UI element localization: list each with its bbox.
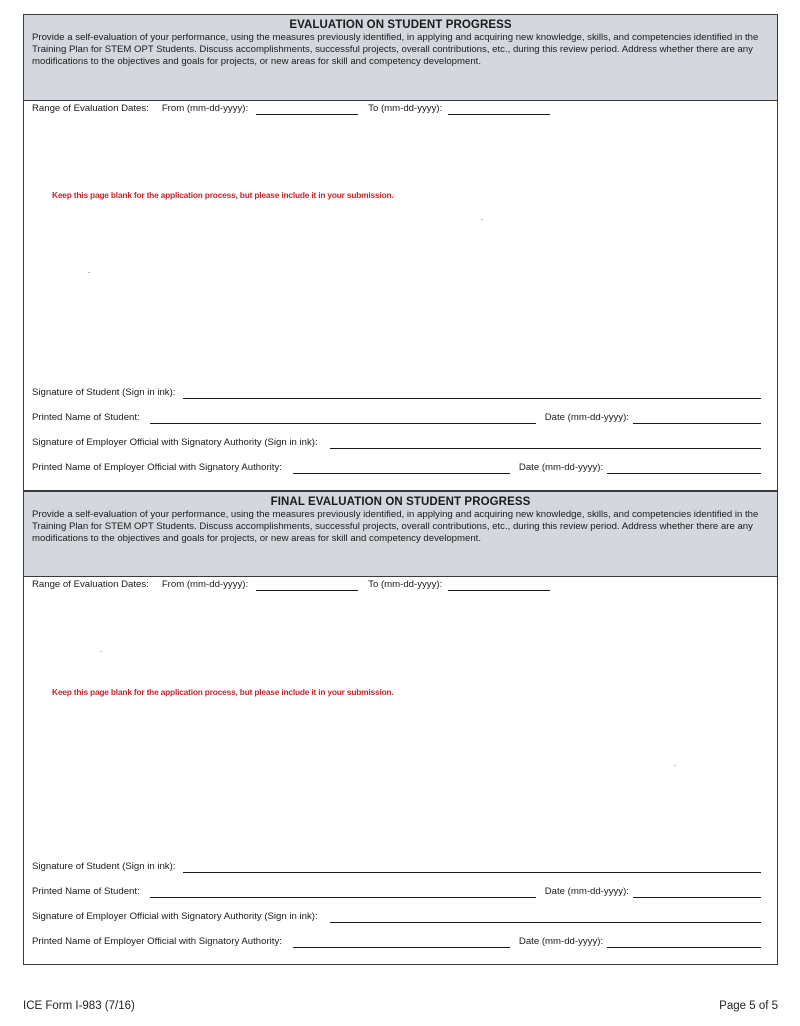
from-date-field[interactable] bbox=[256, 102, 358, 115]
date-label: Date (mm-dd-yyyy): bbox=[518, 462, 604, 473]
student-signature-row bbox=[32, 385, 761, 399]
from-date-field[interactable] bbox=[256, 578, 358, 591]
scan-speck bbox=[481, 219, 483, 220]
student-signature-row bbox=[32, 859, 761, 873]
form-id: ICE Form I-983 (7/16) bbox=[23, 1000, 135, 1012]
student-signature-label: Signature of Student (Sign in ink): bbox=[32, 861, 176, 872]
section-header bbox=[24, 15, 777, 101]
page-number: Page 5 of 5 bbox=[719, 1000, 778, 1012]
employer-name-field[interactable] bbox=[293, 461, 510, 474]
to-date-field[interactable] bbox=[448, 578, 550, 591]
section-title: EVALUATION ON STUDENT PROGRESS bbox=[289, 19, 512, 31]
employer-signature-field[interactable] bbox=[330, 910, 761, 923]
blank-page-note: Keep this page blank for the application process, but please include it in your submission. bbox=[52, 687, 394, 697]
range-dates-label: Range of Evaluation Dates: bbox=[32, 579, 149, 590]
from-date-label: From (mm-dd-yyyy): bbox=[161, 103, 249, 114]
student-date-field[interactable] bbox=[633, 885, 761, 898]
employer-signature-label: Signature of Employer Official with Signatory Authority (Sign in ink): bbox=[32, 911, 318, 922]
scan-speck bbox=[88, 272, 90, 273]
employer-name-label: Printed Name of Employer Official with Signatory Authority: bbox=[32, 936, 282, 947]
employer-date-field[interactable] bbox=[607, 461, 761, 474]
student-signature-label: Signature of Student (Sign in ink): bbox=[32, 387, 176, 398]
evaluation-dates-row bbox=[32, 577, 761, 591]
student-name-row bbox=[32, 884, 761, 898]
to-date-label: To (mm-dd-yyyy): bbox=[368, 579, 443, 590]
section-instructions: Provide a self-evaluation of your performance, using the measures previously identified, in applying and acquiring new knowledge, skills, and competencies identified in the Training Plan for STEM OPT Students. Discuss accomplishments, successful projects, overall contributions, etc., during this review period. Address whether there are any modifications to the objectives and goals for projects, or new areas for skill and competency development. bbox=[32, 509, 759, 545]
evaluation-dates-row bbox=[32, 101, 761, 115]
employer-name-field[interactable] bbox=[293, 935, 510, 948]
section-header bbox=[24, 491, 777, 577]
employer-date-field[interactable] bbox=[607, 935, 761, 948]
date-label: Date (mm-dd-yyyy): bbox=[544, 886, 629, 897]
student-name-field[interactable] bbox=[150, 885, 536, 898]
employer-signature-field[interactable] bbox=[330, 436, 761, 449]
employer-signature-row bbox=[32, 435, 761, 449]
employer-name-row bbox=[32, 460, 761, 474]
scan-speck bbox=[674, 765, 676, 766]
student-date-field[interactable] bbox=[633, 411, 761, 424]
scan-speck bbox=[100, 651, 102, 652]
student-name-label: Printed Name of Student: bbox=[32, 412, 140, 423]
student-signature-field[interactable] bbox=[183, 386, 761, 399]
employer-name-row bbox=[32, 934, 761, 948]
employer-signature-row bbox=[32, 909, 761, 923]
student-name-row bbox=[32, 410, 761, 424]
from-date-label: From (mm-dd-yyyy): bbox=[161, 579, 249, 590]
to-date-field[interactable] bbox=[448, 102, 550, 115]
to-date-label: To (mm-dd-yyyy): bbox=[368, 103, 443, 114]
evaluation-section bbox=[23, 14, 778, 490]
range-dates-label: Range of Evaluation Dates: bbox=[32, 103, 149, 114]
section-instructions: Provide a self-evaluation of your performance, using the measures previously identified, in applying and acquiring new knowledge, skills, and competencies identified in the Training Plan for STEM OPT Students. Discuss accomplishments, successful projects, overall contributions, etc., during this review period. Address whether there are any modifications to the objectives and goals for projects, or new areas for skill and competency development. bbox=[32, 32, 759, 68]
date-label: Date (mm-dd-yyyy): bbox=[518, 936, 604, 947]
blank-page-note: Keep this page blank for the application process, but please include it in your submission. bbox=[52, 190, 394, 200]
final-evaluation-section bbox=[23, 490, 778, 965]
student-signature-field[interactable] bbox=[183, 860, 761, 873]
employer-name-label: Printed Name of Employer Official with Signatory Authority: bbox=[32, 462, 282, 473]
section-title: FINAL EVALUATION ON STUDENT PROGRESS bbox=[270, 496, 531, 508]
student-name-label: Printed Name of Student: bbox=[32, 886, 140, 897]
employer-signature-label: Signature of Employer Official with Signatory Authority (Sign in ink): bbox=[32, 437, 318, 448]
date-label: Date (mm-dd-yyyy): bbox=[544, 412, 629, 423]
student-name-field[interactable] bbox=[150, 411, 536, 424]
